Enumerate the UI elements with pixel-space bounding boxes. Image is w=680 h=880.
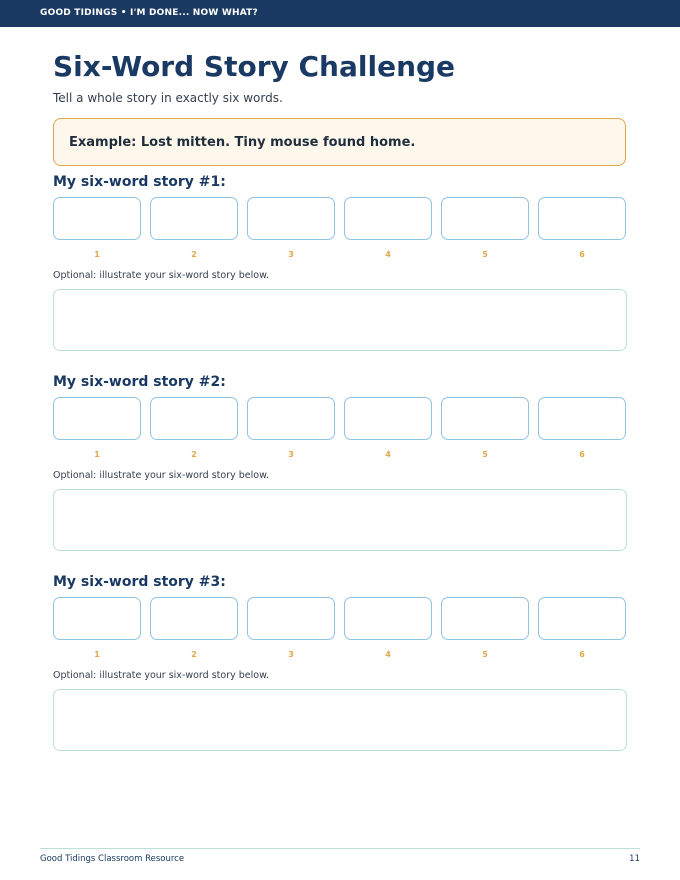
word-number: 4 [385, 650, 391, 659]
word-box-6[interactable] [538, 597, 626, 640]
example-text: Example: Lost mitten. Tiny mouse found home. [69, 135, 416, 150]
word-number: 4 [385, 450, 391, 459]
word-number: 1 [94, 450, 100, 459]
footer-divider [40, 848, 640, 849]
word-box-6[interactable] [538, 197, 626, 240]
word-number: 1 [94, 250, 100, 259]
top-banner [0, 0, 680, 27]
word-box-2[interactable] [150, 597, 238, 640]
word-number: 3 [288, 450, 294, 459]
word-number: 2 [191, 450, 197, 459]
word-box-4[interactable] [344, 397, 432, 440]
illustration-note: Optional: illustrate your six-word story below. [53, 270, 269, 281]
word-number: 2 [191, 250, 197, 259]
story-section-3 [53, 574, 627, 774]
word-number: 5 [482, 650, 488, 659]
illustration-box[interactable] [53, 489, 627, 551]
word-box-6[interactable] [538, 397, 626, 440]
word-box-2[interactable] [150, 397, 238, 440]
word-box-2[interactable] [150, 197, 238, 240]
word-number: 3 [288, 650, 294, 659]
word-box-1[interactable] [53, 397, 141, 440]
word-box-3[interactable] [247, 597, 335, 640]
word-number: 3 [288, 250, 294, 259]
story-heading: My six-word story #1: [53, 174, 226, 190]
word-box-5[interactable] [441, 597, 529, 640]
illustration-note: Optional: illustrate your six-word story below. [53, 470, 269, 481]
footer-credit: Good Tidings Classroom Resource [40, 854, 185, 864]
word-number: 5 [482, 450, 488, 459]
word-box-3[interactable] [247, 197, 335, 240]
story-section-1 [53, 174, 627, 374]
word-number: 6 [579, 250, 585, 259]
word-number: 2 [191, 650, 197, 659]
story-heading: My six-word story #2: [53, 374, 226, 390]
page-number: 11 [629, 854, 640, 864]
word-number: 4 [385, 250, 391, 259]
word-number: 6 [579, 450, 585, 459]
word-box-1[interactable] [53, 197, 141, 240]
word-box-5[interactable] [441, 397, 529, 440]
word-number: 1 [94, 650, 100, 659]
story-section-2 [53, 374, 627, 574]
word-box-5[interactable] [441, 197, 529, 240]
example-box [53, 118, 626, 166]
word-number: 6 [579, 650, 585, 659]
word-number: 5 [482, 250, 488, 259]
word-box-4[interactable] [344, 197, 432, 240]
word-box-4[interactable] [344, 597, 432, 640]
banner-text: GOOD TIDINGS • I'M DONE... NOW WHAT? [40, 8, 258, 18]
word-box-3[interactable] [247, 397, 335, 440]
page-title: Six-Word Story Challenge [53, 50, 456, 83]
word-box-1[interactable] [53, 597, 141, 640]
illustration-box[interactable] [53, 289, 627, 351]
story-heading: My six-word story #3: [53, 574, 226, 590]
illustration-note: Optional: illustrate your six-word story below. [53, 670, 269, 681]
page-subtitle: Tell a whole story in exactly six words. [53, 91, 283, 105]
illustration-box[interactable] [53, 689, 627, 751]
